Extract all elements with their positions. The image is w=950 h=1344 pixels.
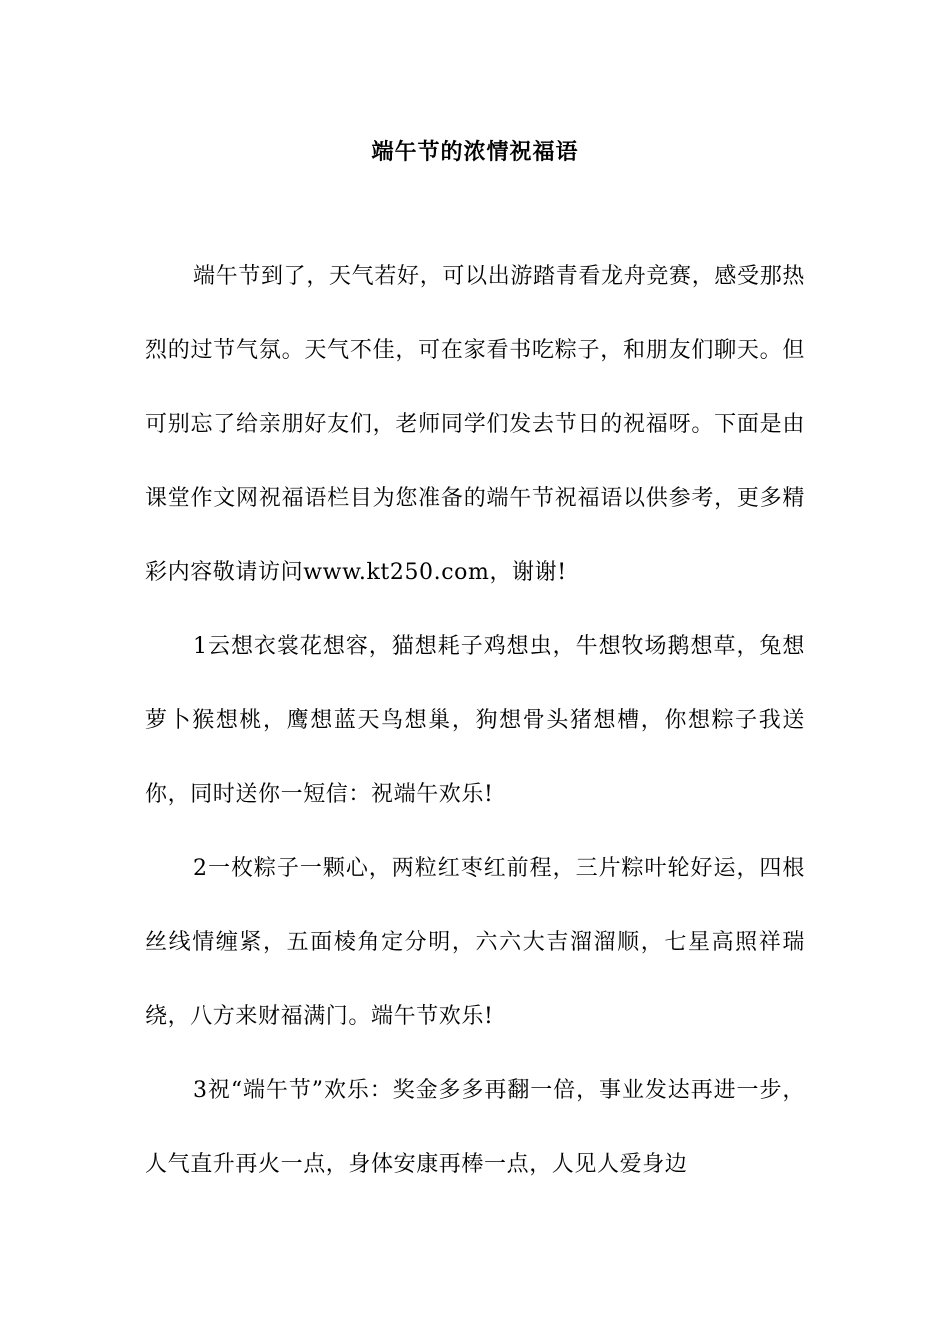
intro-paragraph: 端午节到了，天气若好，可以出游踏青看龙舟竞赛，感受那热烈的过节气氛。天气不佳，可在家看书吃粽子，和朋友们聊天。但可别忘了给亲朋好友们，老师同学们发去节日的祝福呀。下面是由课堂作文网祝福语栏目为您准备的端午节祝福语以供参考，更多精彩内容敬请访问www.kt250.com，谢谢! [145,264,805,585]
greeting-paragraph-3: 3祝“端午节”欢乐：奖金多多再翻一倍，事业发达再进一步，人气直升再火一点，身体安康再棒一点，人见人爱身边 [145,1078,805,1177]
document-title: 端午节的浓情祝福语 [371,139,579,165]
greeting-paragraph-1: 1云想衣裳花想容，猫想耗子鸡想虫，牛想牧场鹅想草，兔想萝卜猴想桃，鹰想蓝天鸟想巢，狗想骨头猪想槽，你想粽子我送你，同时送你一短信：祝端午欢乐! [145,634,805,807]
greeting-paragraph-2: 2一枚粽子一颗心，两粒红枣红前程，三片粽叶轮好运，四根丝线情缠紧，五面棱角定分明，六六大吉溜溜顺，七星高照祥瑞绕，八方来财福满门。端午节欢乐! [145,856,805,1029]
document-body [145,240,805,1202]
